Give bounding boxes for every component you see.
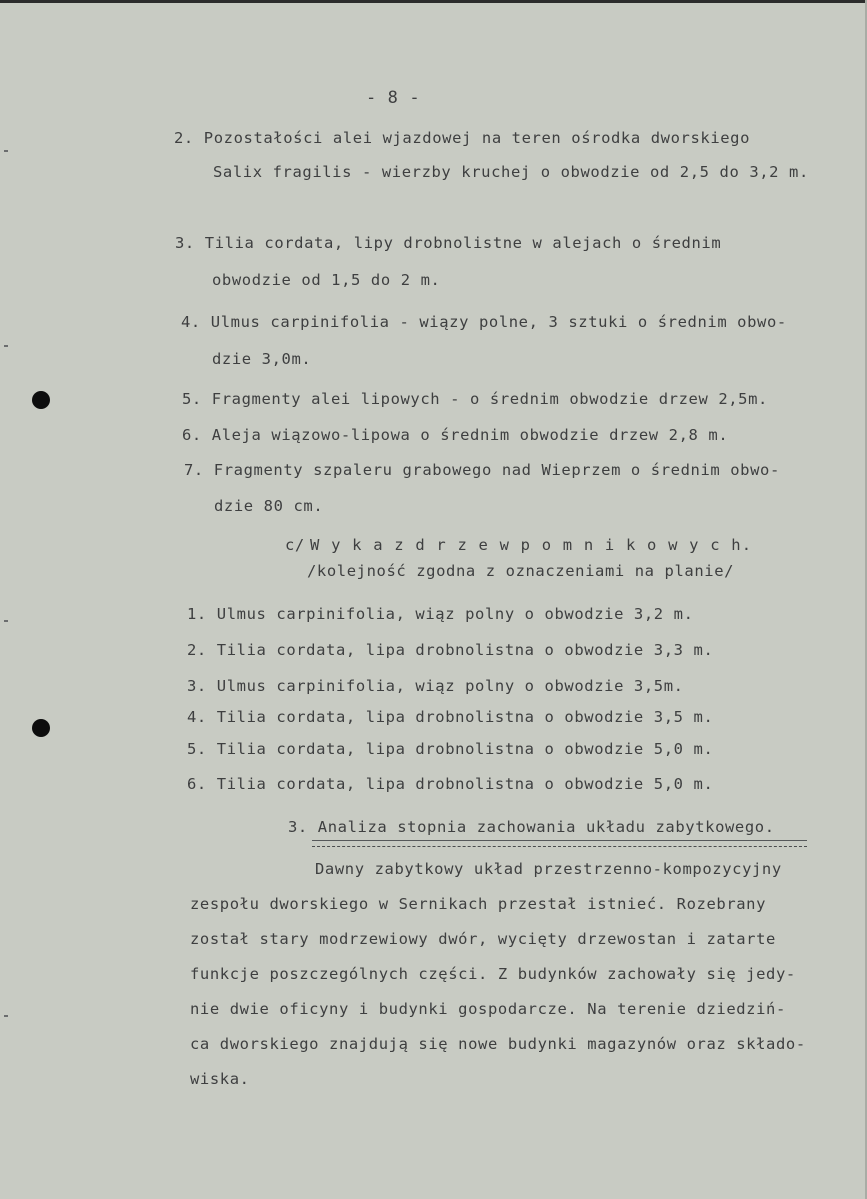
paragraph-line: nie dwie oficyny i budynki gospodarcze. Na terenie dziedziń- [190,1000,786,1018]
section-3-heading: 3. Analiza stopnia zachowania układu zabytkowego. [288,818,775,836]
list-item-line: 7. Fragmenty szpaleru grabowego nad Wieprzem o średnim obwo- [184,461,780,479]
margin-mark [4,345,8,347]
list-item-line: obwodzie od 1,5 do 2 m. [212,271,441,289]
margin-mark [4,1015,8,1017]
monument-tree-item: 4. Tilia cordata, lipa drobnolistna o obwodzie 3,5 m. [187,708,714,726]
list-item-line: 6. Aleja wiązowo-lipowa o średnim obwodzie drzew 2,8 m. [182,426,729,444]
margin-mark [4,150,8,152]
monument-tree-item: 6. Tilia cordata, lipa drobnolistna o obwodzie 5,0 m. [187,775,714,793]
section-c-title: W y k a z d r z e w p o m n i k o w y c h. [310,536,753,554]
section-c-prefix: c/ [285,536,305,554]
page-number: - 8 - [366,88,421,108]
list-item-line: 4. Ulmus carpinifolia - wiązy polne, 3 sztuki o średnim obwo- [181,313,787,331]
scan-top-edge [0,0,867,3]
margin-mark [4,620,8,622]
heading-underline [312,840,807,841]
paragraph-line: wiska. [190,1070,250,1088]
list-item-line: Salix fragilis - wierzby kruchej o obwodzie od 2,5 do 3,2 m. [213,163,809,181]
monument-tree-item: 1. Ulmus carpinifolia, wiąz polny o obwodzie 3,2 m. [187,605,694,623]
monument-tree-item: 2. Tilia cordata, lipa drobnolistna o obwodzie 3,3 m. [187,641,714,659]
punch-hole-bottom [32,719,50,737]
paragraph-line: został stary modrzewiowy dwór, wycięty drzewostan i zatarte [190,930,776,948]
list-item-line: 5. Fragmenty alei lipowych - o średnim obwodzie drzew 2,5m. [182,390,768,408]
list-item-line: 2. Pozostałości alei wjazdowej na teren ośrodka dworskiego [174,129,751,147]
punch-hole-top [32,391,50,409]
paragraph-line: Dawny zabytkowy układ przestrzenno-kompozycyjny [315,860,782,878]
heading-dashed-underline [312,846,807,847]
paragraph-line: funkcje poszczególnych części. Z budynków zachowały się jedy- [190,965,796,983]
paragraph-line: zespołu dworskiego w Sernikach przestał istnieć. Rozebrany [190,895,767,913]
list-item-line: dzie 80 cm. [214,497,324,515]
section-c-subtitle: /kolejność zgodna z oznaczeniami na planie/ [307,562,735,580]
monument-tree-item: 3. Ulmus carpinifolia, wiąz polny o obwodzie 3,5m. [187,677,684,695]
list-item-line: dzie 3,0m. [212,350,312,368]
monument-tree-item: 5. Tilia cordata, lipa drobnolistna o obwodzie 5,0 m. [187,740,714,758]
paragraph-line: ca dworskiego znajdują się nowe budynki magazynów oraz składo- [190,1035,806,1053]
list-item-line: 3. Tilia cordata, lipy drobnolistne w alejach o średnim [175,234,722,252]
